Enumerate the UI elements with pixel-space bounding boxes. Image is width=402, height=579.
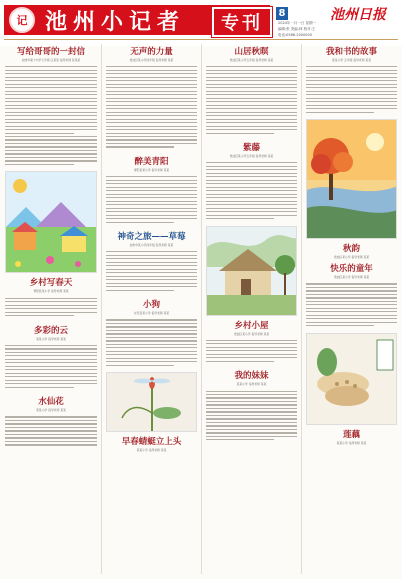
masthead [0,0,402,46]
article-title: 醉美青阳 [134,156,169,167]
article-title: 紫藤 [242,142,260,153]
article-title: 快乐的童年 [330,264,373,275]
article-byline: 贵池区某小学五年级 指导老师 某某 [229,58,274,62]
brand-logo: 池州日报 [330,7,386,23]
article-byline: 贵池区某小学 指导老师 某某 [333,275,370,280]
article-body [203,386,300,445]
header-rule [4,39,398,40]
article-title: 水仙花 [38,397,64,408]
page-number: 8 [276,7,288,20]
column-divider [301,44,302,574]
article-byline: 某某小学 指导老师 某某 [36,336,66,341]
reporter-logo-icon: 记 [9,7,35,33]
article-byline: 某某小学 指导老师 某某 [136,448,167,453]
column-divider [201,44,202,574]
article-title: 我和书的故事 [325,47,377,57]
article-body [203,158,300,224]
article-byline: 某某小学 五年级 指导老师 某某 [331,58,372,62]
column-divider [101,44,102,574]
article-byline: 池州市第十中学七年级 汪某某 指导老师 张某某 [21,58,81,62]
article-title: 无声的力量 [130,47,173,57]
article-body [303,279,400,331]
article-title: 小狗 [142,300,160,311]
article-byline: 池州市某小学四年级 指导老师 某某 [129,243,174,247]
article-byline: 贵池区某小学 指导老师 某某 [333,255,370,260]
newspaper-title: 池州小记者 [45,8,186,35]
article-title: 莲藕 [342,429,360,440]
article-byline: 青阳县某小学 指导老师 某某 [33,289,69,294]
article-body [203,62,300,138]
article-byline: 某某小学 指导老师 某某 [36,408,66,413]
drawing-dragonfly-image [106,372,197,432]
column-1 [2,42,100,577]
article-title: 山居秋暝 [234,47,269,57]
article-body [103,62,200,152]
editor-line: 编辑:张 美编:林 校对:王 [278,27,316,31]
article-byline: 东至县某小学 指导老师 某某 [133,311,170,316]
article-body [103,247,200,295]
special-edition-badge: 专刊 [212,7,272,37]
article-body [2,341,100,393]
drawing-lotus-root-image [306,333,397,425]
article-body [203,336,300,367]
article-body [2,412,100,450]
article-body [2,293,100,320]
article-byline: 某某小学 指导老师 某某 [336,440,367,445]
article-body [303,62,400,117]
article-title: 乡村写春天 [29,278,73,289]
article-byline: 青阳县某小学 指导老师 某某 [133,167,170,172]
drawing-autumn-tree-image [306,119,397,239]
column-3 [203,42,300,577]
phone-line: 电话:0566-2000000 [278,33,312,37]
article-title: 我的妹妹 [234,371,269,382]
drawing-village-image [5,171,97,273]
article-body [103,315,200,370]
article-byline: 某某小学 指导老师 某某 [236,382,267,387]
article-byline: 贵池区某小学 指导老师 某某 [233,331,270,336]
article-byline: 贵池区某小学五年级 指导老师 某某 [229,153,274,158]
article-body [103,172,200,227]
article-title: 多彩的云 [33,325,68,336]
article-title: 乡村小屋 [234,320,269,331]
article-title: 秋韵 [342,244,360,255]
column-2 [103,42,200,577]
article-body [2,62,100,169]
article-title: 早春蜻蜓立上头 [121,437,182,448]
date-line: 2024年一月一日 星期一 [278,21,317,25]
article-title: 神奇之旅——草莓 [117,232,186,242]
article-byline: 贵池区某小学四年级 指导老师 某某 [129,58,174,62]
column-4 [303,42,400,577]
drawing-cottage-image [206,226,297,316]
article-title: 写给哥哥的一封信 [16,47,85,57]
